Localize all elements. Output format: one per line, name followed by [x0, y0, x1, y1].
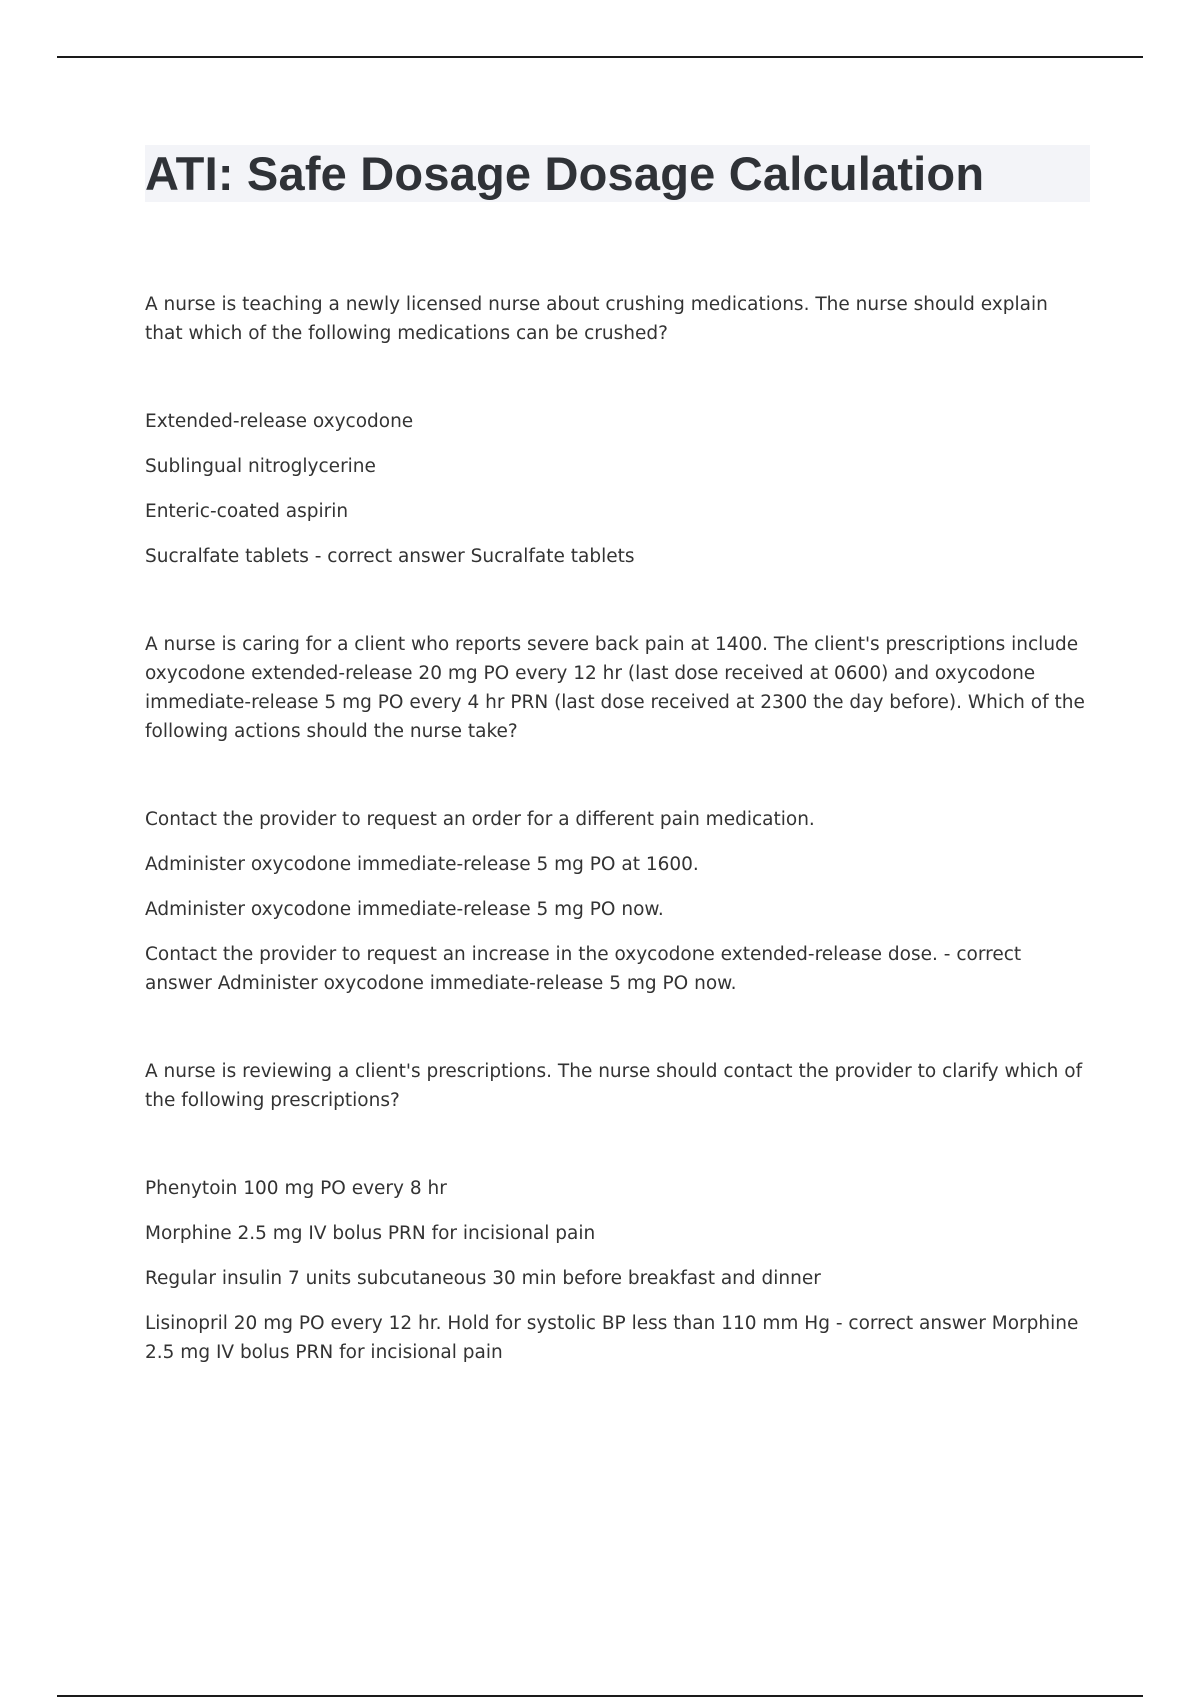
bottom-divider: [57, 1695, 1143, 1697]
option-list: [145, 407, 1090, 571]
question-text: A nurse is teaching a newly licensed nurse about crushing medications. The nurse should explain that which of the following medications can be crushed?: [145, 294, 1048, 344]
top-divider: [57, 56, 1143, 58]
option-item: Administer oxycodone immediate-release 5 mg PO now.: [145, 899, 664, 920]
option-item: Regular insulin 7 units subcutaneous 30 min before breakfast and dinner: [145, 1268, 821, 1289]
option-item: Morphine 2.5 mg IV bolus PRN for incisional pain: [145, 1223, 596, 1244]
option-item-with-answer: [145, 1309, 1090, 1367]
option-item: Sublingual nitroglycerine: [145, 456, 376, 477]
correct-answer: Sucralfate tablets: [470, 546, 635, 567]
option-item-with-answer: [145, 940, 1090, 998]
option-text: Sucralfate tablets: [145, 546, 309, 567]
option-item: Phenytoin 100 mg PO every 8 hr: [145, 1178, 447, 1199]
document-title: ATI: Safe Dosage Dosage Calculation: [145, 147, 985, 200]
option-text: Contact the provider to request an increase in the oxycodone extended-release dose.: [145, 944, 938, 965]
question-block: [145, 290, 1090, 571]
answer-separator: - correct answer: [835, 1313, 986, 1334]
option-item: Contact the provider to request an order for a different pain medication.: [145, 809, 815, 830]
question-block: [145, 630, 1090, 998]
question-text: A nurse is reviewing a client's prescriptions. The nurse should contact the provider to clarify which of the following prescriptions?: [145, 1061, 1083, 1111]
option-item-with-answer: [145, 542, 1090, 571]
option-item: Extended-release oxycodone: [145, 411, 414, 432]
option-item: Enteric-coated aspirin: [145, 501, 349, 522]
option-item: Administer oxycodone immediate-release 5 mg PO at 1600.: [145, 854, 699, 875]
question-block: [145, 1057, 1090, 1367]
question-text: A nurse is caring for a client who reports severe back pain at 1400. The client's prescriptions include oxycodone extended-release 20 mg PO every 12 hr (last dose received at 0600) and oxycodone immediate-release 5 mg PO every 4 hr PRN (last dose received at 2300 the day before). Which of the following actions should the nurse take?: [145, 634, 1085, 742]
answer-separator: - correct answer: [145, 944, 1022, 994]
option-list: [145, 805, 1090, 998]
document-body: [145, 145, 1090, 1367]
answer-separator: - correct answer: [314, 546, 465, 567]
correct-answer: Morphine 2.5 mg IV bolus PRN for incisional pain: [145, 1313, 1079, 1363]
option-list: [145, 1174, 1090, 1367]
title-banner: [145, 145, 1090, 202]
correct-answer: Administer oxycodone immediate-release 5 mg PO now.: [217, 973, 737, 994]
option-text: Lisinopril 20 mg PO every 12 hr. Hold for systolic BP less than 110 mm Hg: [145, 1313, 830, 1334]
